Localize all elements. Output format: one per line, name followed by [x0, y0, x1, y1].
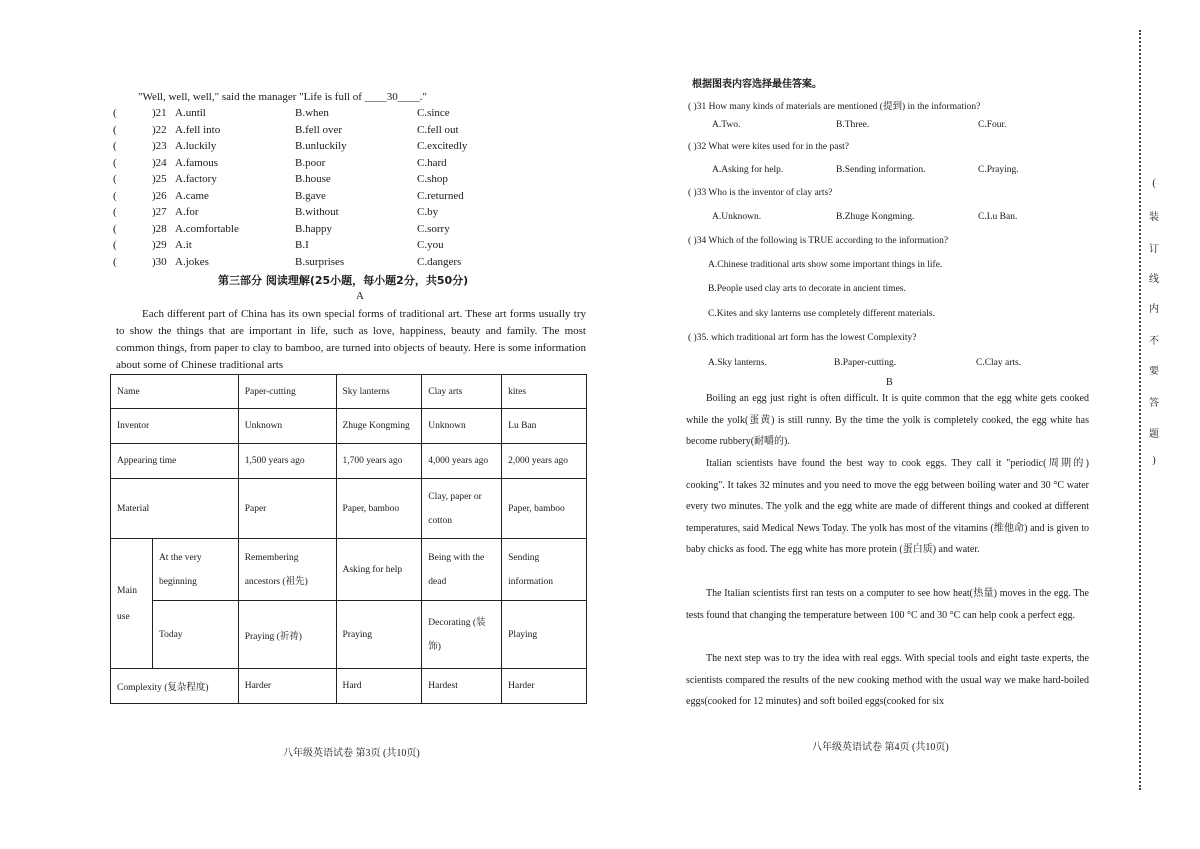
- table-cell: Being with the dead: [422, 539, 502, 601]
- option-b: B.fell over: [295, 123, 343, 136]
- right-footer: 八年级英语试卷 第4页 (共10页): [812, 742, 949, 753]
- option-a: A.jokes: [175, 255, 209, 268]
- answer-paren: (: [113, 189, 117, 202]
- option-a: A.for: [175, 206, 199, 218]
- table-cell: Paper, bamboo: [502, 479, 587, 539]
- answer-paren: (: [113, 173, 117, 185]
- option-a: A.came: [175, 189, 209, 202]
- table-cell: Zhuge Kongming: [336, 409, 422, 444]
- question-number: )23: [152, 140, 167, 152]
- table-cell: Remembering ancestors (祖先): [238, 539, 336, 601]
- table-cell: kites: [502, 375, 587, 409]
- question-number: )25: [152, 173, 167, 185]
- answer-paren: (: [113, 239, 117, 251]
- main-use-label-1: Main: [117, 585, 138, 596]
- table-cell: Inventor: [111, 409, 239, 444]
- question-number: )28: [152, 222, 167, 235]
- question-number: )29: [152, 239, 167, 251]
- passage-b-label: B: [886, 377, 893, 388]
- option: C.Kites and sky lanterns use completely different materials.: [708, 309, 935, 319]
- margin-char: 题: [1149, 429, 1159, 440]
- left-footer: 八年级英语试卷 第3页 (共10页): [283, 748, 420, 759]
- option-c: C.fell out: [417, 123, 459, 136]
- table-cell: Name: [111, 375, 239, 409]
- option-c: C.returned: [417, 189, 464, 202]
- margin-char: 答: [1149, 398, 1159, 409]
- table-cell: At the very beginning: [152, 539, 238, 601]
- answer-paren: (: [113, 156, 117, 169]
- option-row: [113, 239, 513, 255]
- table-cell: Praying: [336, 601, 422, 669]
- question-33: ( )33 Who is the inventor of clay arts?: [688, 188, 833, 198]
- table-row: [111, 409, 587, 444]
- option: B.Three.: [836, 120, 870, 130]
- option-b: B.unluckily: [295, 140, 347, 152]
- option-b: B.without: [295, 206, 339, 218]
- answer-paren: (: [113, 107, 117, 119]
- table-cell: 1,700 years ago: [336, 444, 422, 479]
- section-title: 第三部分 阅读理解(25小题，每小题2分，共50分): [218, 274, 469, 287]
- option-b: B.surprises: [295, 255, 345, 268]
- option-a: A.until: [175, 107, 206, 119]
- question-number: )27: [152, 206, 167, 218]
- answer-paren: (: [113, 206, 117, 218]
- quote-line: "Well, well, well," said the manager "Life is full of ____30____.": [138, 91, 427, 103]
- option-b: B.happy: [295, 222, 332, 235]
- option: A.Sky lanterns.: [708, 358, 767, 368]
- table-row: [111, 479, 587, 539]
- option-c: C.since: [417, 107, 450, 119]
- option-c: C.hard: [417, 156, 447, 169]
- table-cell: Clay arts: [422, 375, 502, 409]
- table-row: [111, 669, 587, 704]
- margin-char: 装: [1149, 212, 1159, 223]
- option-a: A.factory: [175, 173, 217, 185]
- option-c: C.dangers: [417, 255, 462, 268]
- passage-b-para-2: Italian scientists have found the best way to cook eggs. They call it "periodic(周期的) cooking". It takes 32 minutes and you need to move the egg between boiling water and 30 °C water every two minutes. The yolk and the egg white are made of different things and cooked at different temperatures, said Medical News Today. The yolk has most of the vitamins (维他命) and is given to baby chicks as food. The egg white has more protein (蛋白质) and water.: [686, 458, 1089, 555]
- table-cell: Decorating (装饰): [422, 601, 502, 669]
- passage-b-para-3: The Italian scientists first ran tests on a computer to see how heat(热量) moves in the egg. The tests found that changing the temperature between 100 °C and 30 °C can help cook a perfect egg.: [686, 588, 1089, 621]
- table-row: [111, 375, 587, 409]
- table-cell: Unknown: [422, 409, 502, 444]
- table-cell: Unknown: [238, 409, 336, 444]
- option-row: [113, 223, 513, 239]
- passage-b-para-1: Boiling an egg just right is often difficult. It is quite common that the egg white gets cooked while the yolk(蛋黄) is still runny. By the time the yolk is completely cooked, the egg white has become rubbery(耐嚼的).: [686, 393, 1089, 447]
- question-number: )30: [152, 255, 167, 268]
- passage-a-label: A: [356, 290, 364, 302]
- option-b: B.when: [295, 107, 329, 119]
- table-cell: Paper, bamboo: [336, 479, 422, 539]
- option: A.Chinese traditional arts show some important things in life.: [708, 260, 943, 270]
- table-cell: Harder: [502, 669, 587, 704]
- option-row: [113, 140, 513, 156]
- margin-char: 线: [1149, 274, 1159, 285]
- option: B.People used clay arts to decorate in ancient times.: [708, 284, 906, 294]
- main-use-label-2: use: [117, 611, 130, 622]
- option: A.Unknown.: [712, 212, 762, 222]
- table-cell: Appearing time: [111, 444, 239, 479]
- table-cell: Clay, paper or cotton: [422, 479, 502, 539]
- answer-paren: (: [113, 222, 117, 235]
- question-31: ( )31 How many kinds of materials are mentioned (提到) in the information?: [688, 102, 981, 112]
- option: C.Four.: [978, 120, 1007, 130]
- table-cell: 1,500 years ago: [238, 444, 336, 479]
- option-a: A.fell into: [175, 123, 221, 136]
- table-cell: Material: [111, 479, 239, 539]
- option-row: [113, 256, 513, 272]
- table-cell: Harder: [238, 669, 336, 704]
- table-cell: Hardest: [422, 669, 502, 704]
- table-cell: Asking for help: [336, 539, 422, 601]
- table-cell: Playing: [502, 601, 587, 669]
- option-c: C.excitedly: [417, 140, 468, 152]
- margin-char: 订: [1149, 244, 1159, 255]
- question-number: )26: [152, 189, 167, 202]
- option-row: [113, 173, 513, 189]
- table-cell: Hard: [336, 669, 422, 704]
- option-c: C.sorry: [417, 222, 450, 235]
- option-a: A.it: [175, 239, 192, 251]
- question-number: )21: [152, 107, 167, 119]
- margin-char: 不: [1149, 336, 1159, 347]
- option-a: A.luckily: [175, 140, 217, 152]
- option-c: C.by: [417, 206, 439, 218]
- option-a: A.famous: [175, 156, 219, 169]
- question-number: )22: [152, 123, 167, 136]
- table-cell: Praying (祈祷): [238, 601, 336, 669]
- table-cell: Sky lanterns: [336, 375, 422, 409]
- option: C.Praying.: [978, 165, 1019, 175]
- passage-b-para-4: The next step was to try the idea with real eggs. With special tools and eight taste experts, the scientists compared the results of the new cooking method with the usual way we make hard-boiled eggs(cooked for 12 minutes) and soft boiled eggs(cooked for six: [686, 653, 1089, 707]
- answer-paren: (: [113, 255, 117, 268]
- question-number: )24: [152, 156, 167, 169]
- binding-dotted-line: [1139, 30, 1141, 790]
- option: C.Lu Ban.: [978, 212, 1018, 222]
- option-a: A.comfortable: [175, 222, 239, 235]
- answer-paren: (: [113, 123, 117, 136]
- table-cell: Complexity (复杂程度): [111, 669, 239, 704]
- table-cell: [111, 539, 153, 669]
- option: A.Two.: [712, 120, 741, 130]
- option-row: [113, 124, 513, 140]
- option: B.Paper-cutting.: [834, 358, 897, 368]
- option-row: [113, 190, 513, 206]
- option-row: [113, 157, 513, 173]
- question-32: ( )32 What were kites used for in the past?: [688, 142, 850, 152]
- table-cell: Paper: [238, 479, 336, 539]
- right-instruction: 根据图表内容选择最佳答案。: [692, 79, 822, 90]
- margin-char: (: [1152, 178, 1156, 189]
- option-b: B.house: [295, 173, 331, 185]
- margin-char: 要: [1149, 366, 1159, 377]
- table-row: [111, 601, 587, 669]
- option: B.Zhuge Kongming.: [836, 212, 915, 222]
- option-c: C.shop: [417, 173, 448, 185]
- option-b: B.I: [295, 239, 309, 251]
- table-cell: 4,000 years ago: [422, 444, 502, 479]
- margin-char: ): [1152, 455, 1156, 466]
- chinese-arts-table: [110, 374, 587, 704]
- table-row: [111, 444, 587, 479]
- table-cell: Today: [152, 601, 238, 669]
- option: C.Clay arts.: [976, 358, 1022, 368]
- answer-paren: (: [113, 140, 117, 152]
- option-b: B.gave: [295, 189, 326, 202]
- option-row: [113, 206, 513, 222]
- option: B.Sending information.: [836, 165, 926, 175]
- option: A.Asking for help.: [712, 165, 784, 175]
- question-34: ( )34 Which of the following is TRUE according to the information?: [688, 236, 949, 246]
- table-cell: 2,000 years ago: [502, 444, 587, 479]
- table-cell: Lu Ban: [502, 409, 587, 444]
- table-cell: Sending information: [502, 539, 587, 601]
- question-35: ( )35. which traditional art form has the lowest Complexity?: [688, 333, 917, 343]
- table-cell: Paper-cutting: [238, 375, 336, 409]
- option-row: [113, 107, 513, 123]
- margin-char: 内: [1149, 304, 1159, 315]
- passage-a-text: Each different part of China has its own special forms of traditional art. These art forms usually try to show the things that are important in life, such as love, happiness, beauty and family. The most common things, from paper to clay to bamboo, are turned into objects of beauty. Here is some information about some of Chinese traditional arts: [116, 308, 586, 371]
- option-c: C.you: [417, 239, 444, 251]
- table-row: [111, 539, 587, 601]
- option-b: B.poor: [295, 156, 326, 169]
